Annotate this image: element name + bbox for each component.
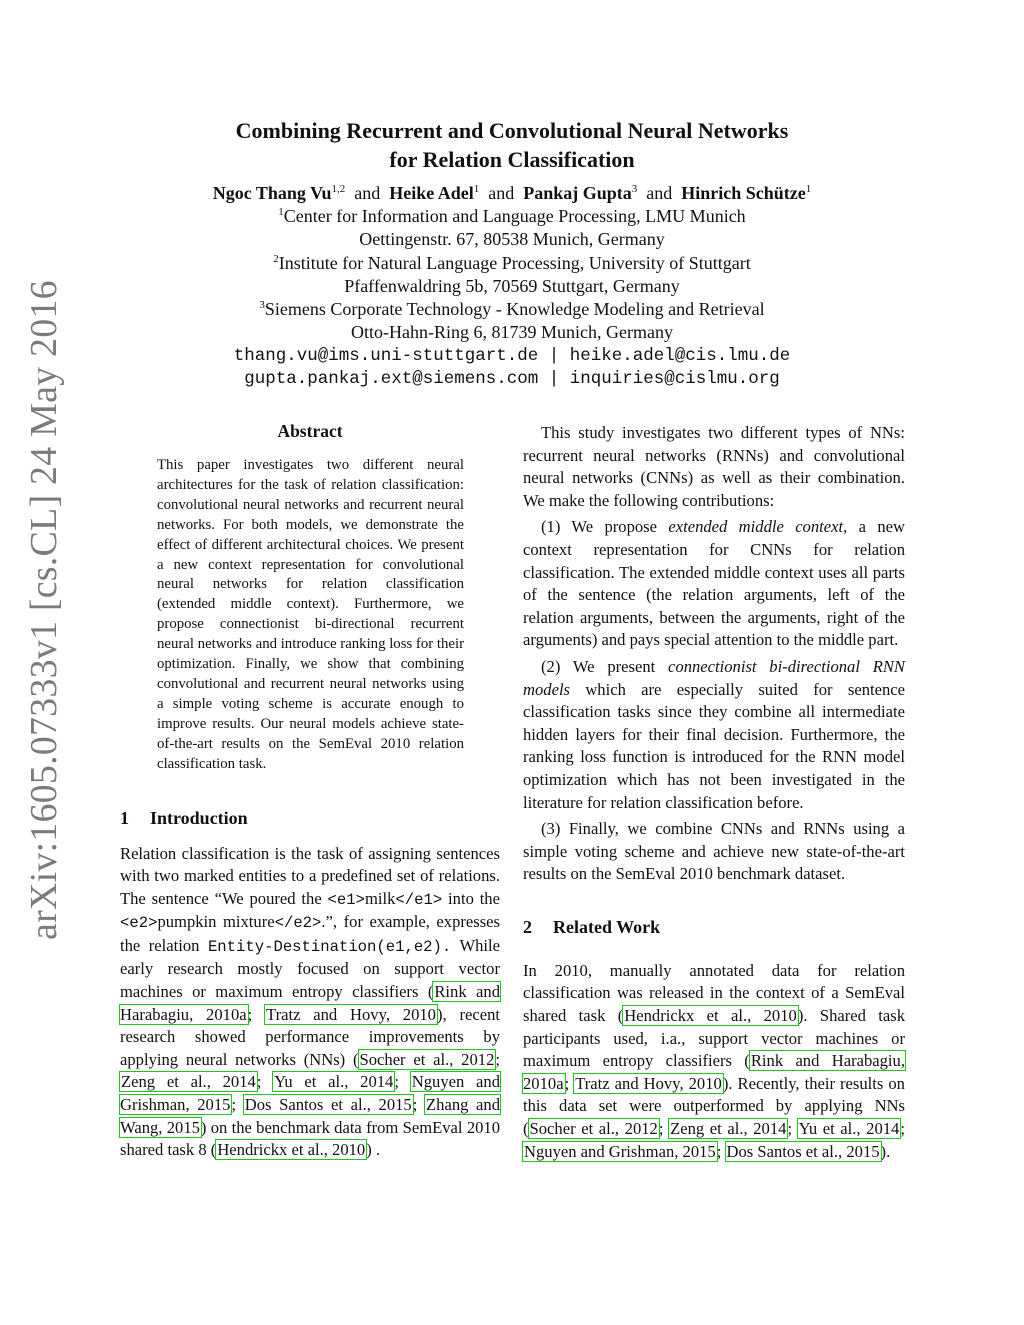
citation-separator: ; xyxy=(394,1072,399,1092)
text-run: milk xyxy=(364,888,396,908)
text-run: ). Shared task participants used, i.a., support vector machines or maximum entropy classifiers ( xyxy=(523,1006,905,1071)
text-run: which are especially suited for sentence classification tasks since they combine all intermediate hidden layers for their final decision. Furthermore, the ranking loss function is introduced for the RNN model optimization which has not been investigated in the literature for relation classification before. xyxy=(523,679,905,812)
author-separator: and xyxy=(488,183,515,203)
affiliation-mark: 2 xyxy=(273,252,279,265)
entity-tag: </e1> xyxy=(395,890,443,909)
affiliation-name: Center for Information and Language Processing, LMU Munich xyxy=(283,206,746,226)
text-run: pumpkin mixture xyxy=(157,912,275,932)
author-name: Heike Adel xyxy=(389,183,474,203)
section-title: Related Work xyxy=(553,916,661,937)
citation-link[interactable]: Socher et al., 2012 xyxy=(529,1119,658,1139)
citation-separator: ; xyxy=(256,1072,262,1092)
text-run: .”, for example, expresses the relation xyxy=(120,912,501,955)
author-list xyxy=(0,182,1024,205)
text-run: Relation classification is the task of assigning sentences with two marked entities to a predefined set of relations. The sentence “We poured the xyxy=(120,843,500,908)
contribution-2-paragraph xyxy=(523,656,905,814)
email-line-1: thang.vu@ims.uni-stuttgart.de | heike.adel@cis.lmu.de xyxy=(233,345,791,366)
author-name: Ngoc Thang Vu xyxy=(212,183,332,203)
citation-separator: ; xyxy=(658,1119,664,1139)
affiliation-2 xyxy=(0,252,1024,299)
text-run: ) . xyxy=(366,1140,381,1160)
text-run: ). xyxy=(880,1141,891,1161)
citation-link[interactable]: Rink and Harabagiu, 2010a xyxy=(120,982,500,1024)
section-number: 1 xyxy=(120,807,129,828)
title-line-2: for Relation Classification xyxy=(389,147,635,172)
citation-link[interactable]: Nguyen and Grishman, 2015 xyxy=(120,1072,501,1115)
contributions-intro-paragraph: This study investigates two different types of NNs: recurrent neural networks (RNNs) and convolutional neural networks (CNNs) as well as their combination. We make the following contributions: xyxy=(523,423,905,510)
author-name: Hinrich Schütze xyxy=(681,183,806,203)
citation-separator: ; xyxy=(247,1004,253,1024)
affiliation-1 xyxy=(0,205,1024,252)
text-run: While early research mostly focused on support vector machines or maximum entropy classifiers ( xyxy=(120,935,500,1002)
paper-header xyxy=(0,116,1024,391)
citation-link[interactable]: Tratz and Hovy, 2010 xyxy=(266,1004,436,1024)
affiliation-mark: 1 xyxy=(278,206,284,218)
section-heading-related-work xyxy=(523,916,905,938)
citation-separator: ; xyxy=(412,1095,418,1115)
citation-separator: ; xyxy=(787,1119,793,1139)
citation-link[interactable]: Zhang and Wang, 2015 xyxy=(120,1095,501,1137)
introduction-paragraph xyxy=(120,843,500,1162)
email-line-2: gupta.pankaj.ext@siemens.com | inquiries@cislmu.org xyxy=(244,368,780,389)
text-run: into the xyxy=(448,888,500,908)
text-run: ). Recently, their results on this data set were outperformed by applying NNs ( xyxy=(523,1073,905,1139)
affiliation-3 xyxy=(0,298,1024,345)
author-separator: and xyxy=(646,183,673,203)
author-name: Pankaj Gupta xyxy=(523,183,632,203)
section-heading-introduction xyxy=(120,807,500,829)
affiliation-address: Oettingenstr. 67, 80538 Munich, Germany xyxy=(359,229,665,250)
affiliation-address: Pfaffenwaldring 5b, 70569 Stuttgart, Germany xyxy=(344,275,680,296)
citation-separator: ; xyxy=(716,1141,722,1161)
citation-link[interactable]: Hendrickx et al., 2010 xyxy=(624,1006,797,1026)
citation-link[interactable]: Yu et al., 2014 xyxy=(798,1119,900,1139)
author-affiliation-mark: 1 xyxy=(473,183,480,195)
citation-separator: ; xyxy=(495,1049,500,1069)
citation-link[interactable]: Tratz and Hovy, 2010 xyxy=(575,1073,722,1093)
citation-link[interactable]: Socher et al., 2012 xyxy=(359,1049,495,1069)
citation-separator: ; xyxy=(564,1073,570,1093)
citation-link[interactable]: Nguyen and Grishman, 2015 xyxy=(524,1141,716,1161)
affiliation-address: Otto-Hahn-Ring 6, 81739 Munich, Germany xyxy=(351,322,673,343)
left-column xyxy=(120,420,500,1162)
related-work-paragraph xyxy=(523,960,905,1163)
citation-link[interactable]: Dos Santos et al., 2015 xyxy=(244,1095,412,1115)
author-affiliation-mark: 3 xyxy=(631,183,638,195)
abstract-text: This paper investigates two different neural architectures for the task of relation classification: convolutional neural networks and recurrent neural networks. For both models, we demonstrate the effect of different architectural choices. We present a new context representation for convolutional neural networks for relation classification (extended middle context). Furthermore, we propose connectionist bi-directional recurrent neural networks and introduce ranking loss for their optimization. Finally, we show that combining convolutional and recurrent neural networks using a simple voting scheme is accurate enough to improve results. Our neural models achieve state-of-the-art results on the SemEval 2010 relation classification task. xyxy=(157,457,464,772)
text-run: In 2010, manually annotated data for relation classification was released in the context of a SemEval shared task ( xyxy=(523,960,905,1026)
title-line-1: Combining Recurrent and Convolutional Neural Networks xyxy=(235,118,789,143)
citation-link[interactable]: Zeng et al., 2014 xyxy=(121,1072,256,1092)
author-affiliation-mark: 1,2 xyxy=(331,183,346,195)
affiliation-name: Siemens Corporate Technology - Knowledge Modeling and Retrieval xyxy=(264,299,765,320)
citation-separator: ; xyxy=(900,1119,905,1139)
section-number: 2 xyxy=(523,916,532,937)
author-affiliation-mark: 1 xyxy=(805,183,812,195)
relation-label: Entity-Destination(e1,e2). xyxy=(207,937,452,956)
entity-tag: <e1> xyxy=(327,890,365,909)
paper-title xyxy=(0,116,1024,174)
citation-link[interactable]: Dos Santos et al., 2015 xyxy=(726,1141,880,1161)
entity-tag: </e2> xyxy=(274,914,322,933)
citation-link[interactable]: Zeng et al., 2014 xyxy=(670,1119,787,1139)
right-column xyxy=(523,422,905,1163)
citation-separator: ; xyxy=(231,1095,237,1115)
citation-link[interactable]: Yu et al., 2014 xyxy=(274,1072,394,1092)
citation-link[interactable]: Rink and Harabagiu, 2010a xyxy=(523,1051,905,1093)
text-run: ), recent research showed performance improvements by applying neural networks (NNs) ( xyxy=(120,1004,500,1069)
text-run: , a new context representation for CNNs for relation classification. The extended middle context uses all parts of the sentence (the relation arguments, left of the relation arguments, between the arguments, right of the arguments) and pays special attention to the middle part. xyxy=(523,517,905,650)
affiliation-mark: 3 xyxy=(259,299,265,312)
section-title: Introduction xyxy=(150,807,248,828)
contribution-1-paragraph xyxy=(523,516,905,652)
abstract-heading: Abstract xyxy=(277,421,343,441)
author-separator: and xyxy=(354,183,381,203)
text-run: (1) We propose xyxy=(541,517,657,537)
citation-link[interactable]: Hendrickx et al., 2010 xyxy=(217,1140,366,1160)
author-emails xyxy=(0,345,1024,391)
affiliation-name: Institute for Natural Language Processing, University of Stuttgart xyxy=(278,252,751,273)
text-run: (2) We present xyxy=(541,656,656,676)
entity-tag: <e2> xyxy=(120,914,158,933)
contribution-3-paragraph: (3) Finally, we combine CNNs and RNNs using a simple voting scheme and achieve new state-of-the-art results on the SemEval 2010 benchmark dataset. xyxy=(523,819,905,884)
arxiv-identifier-stamp: arXiv:1605.07333v1 [cs.CL] 24 May 2016 xyxy=(23,280,65,940)
emphasis-term: connectionist bi-directional RNN models xyxy=(523,656,906,699)
text-run: ) on the benchmark data from SemEval 2010 shared task 8 ( xyxy=(120,1117,501,1160)
emphasis-term: extended middle context xyxy=(668,517,844,537)
